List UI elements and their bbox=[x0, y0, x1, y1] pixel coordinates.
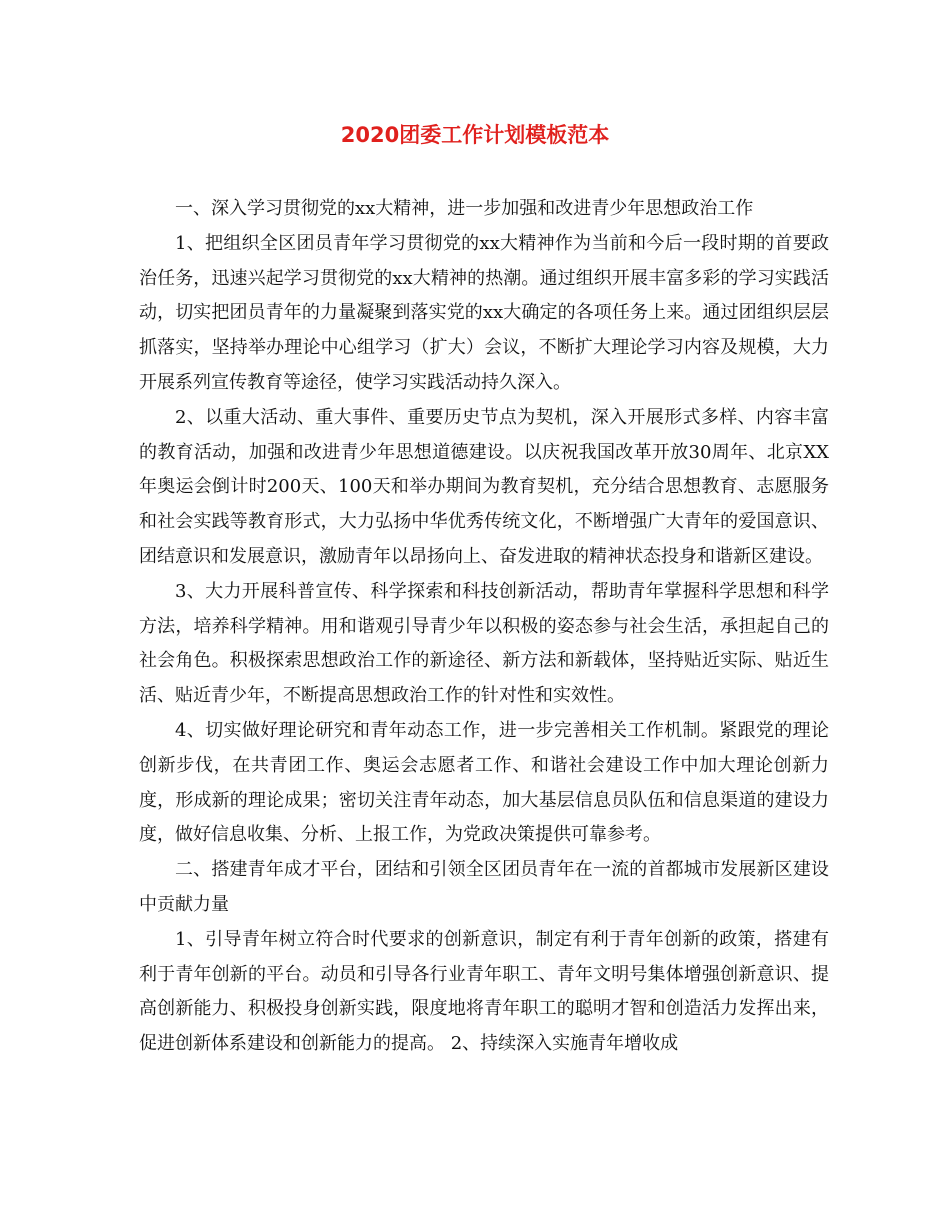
paragraph-section-1-heading: 一、深入学习贯彻党的xx大精神，进一步加强和改进青少年思想政治工作 bbox=[175, 198, 754, 219]
paragraph-item: 2、以重大活动、重大事件、重要历史节点为契机，深入开展形式多样、内容丰富的教育活动，加强和改进青少年思想道德建设。以庆祝我国改革开放30周年、北京XX年奥运会倒计时200天、100天和举办期间为教育契机，充分结合思想教育、志愿服务和社会实践等教育形式，大力弘扬中华优秀传统文化，不断增强广大青年的爱国意识、团结意识和发展意识，激励青年以昂扬向上、奋发进取的精神状态投身和谐新区建设。 bbox=[139, 406, 829, 567]
paragraph-item: 1、引导青年树立符合时代要求的创新意识，制定有利于青年创新的政策，搭建有利于青年创新的平台。动员和引导各行业青年职工、青年文明号集体增强创新意识、提高创新能力、积极投身创新实践，限度地将青年职工的聪明才智和创造活力发挥出来，促进创新体系建设和创新能力的提高。 2、持续深入实施青年增收成 bbox=[139, 928, 829, 1055]
paragraph-section-2-heading: 二、搭建青年成才平台，团结和引领全区团员青年在一流的首都城市发展新区建设中贡献力量 bbox=[139, 859, 829, 915]
paragraph-item: 4、切实做好理论研究和青年动态工作，进一步完善相关工作机制。紧跟党的理论创新步伐，在共青团工作、奥运会志愿者工作、和谐社会建设工作中加大理论创新力度，形成新的理论成果；密切关注青年动态，加大基层信息员队伍和信息渠道的建设力度，做好信息收集、分析、上报工作，为党政决策提供可靠参考。 bbox=[139, 719, 829, 846]
document-body bbox=[139, 192, 829, 1062]
document-title: 2020团委工作计划模板范本 bbox=[340, 123, 610, 147]
paragraph-item: 1、把组织全区团员青年学习贯彻党的xx大精神作为当前和今后一段时期的首要政治任务，迅速兴起学习贯彻党的xx大精神的热潮。通过组织开展丰富多彩的学习实践活动，切实把团员青年的力量凝聚到落实党的xx大确定的各项任务上来。通过团组织层层抓落实，坚持举办理论中心组学习（扩大）会议，不断扩大理论学习内容及规模，大力开展系列宣传教育等途径，使学习实践活动持久深入。 bbox=[139, 232, 829, 393]
paragraph-item: 3、大力开展科普宣传、科学探索和科技创新活动，帮助青年掌握科学思想和科学方法，培养科学精神。用和谐观引导青少年以积极的姿态参与社会生活，承担起自己的社会角色。积极探索思想政治工作的新途径、新方法和新载体，坚持贴近实际、贴近生活、贴近青少年，不断提高思想政治工作的针对性和实效性。 bbox=[139, 580, 829, 707]
